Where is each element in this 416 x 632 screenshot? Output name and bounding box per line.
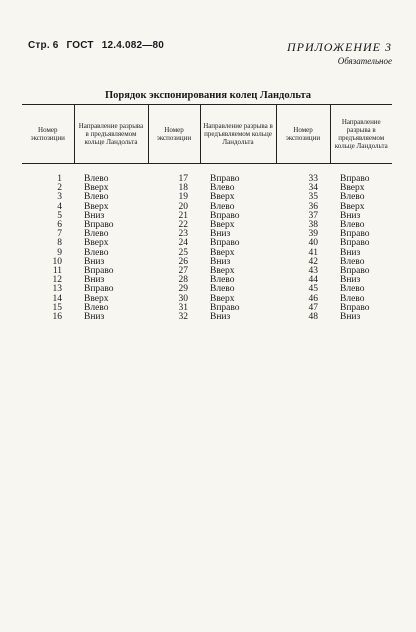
exposure-number-cell: 26: [178, 256, 188, 267]
gap-direction-cell: Вверх: [210, 293, 235, 304]
gap-direction-cell: Вверх: [210, 220, 235, 231]
table-row: [22, 249, 392, 258]
page-header: [28, 40, 169, 51]
gap-direction-cell: Вправо: [210, 210, 240, 221]
exposure-number-cell: 30: [178, 293, 188, 304]
exposure-number-cell: 28: [178, 275, 188, 286]
exposure-number-cell: 15: [52, 302, 62, 313]
table-row: [22, 230, 392, 239]
exposure-number-cell: 14: [52, 293, 62, 304]
exposure-number-cell: 37: [308, 210, 318, 221]
table-row: [22, 285, 392, 294]
gap-direction-cell: Вправо: [340, 174, 370, 184]
exposure-number-cell: 41: [308, 247, 318, 258]
table-row: [22, 203, 392, 212]
gap-direction-cell: Вправо: [84, 266, 114, 277]
gap-direction-cell: Вверх: [84, 293, 109, 304]
exposure-number-cell: 48: [308, 312, 318, 323]
exposure-number-cell: 31: [178, 302, 188, 313]
exposure-table: [22, 104, 392, 322]
exposure-number-cell: 29: [178, 284, 188, 295]
table-body: [22, 164, 392, 323]
exposure-number-cell: 12: [52, 275, 62, 286]
exposure-table-container: [22, 104, 392, 322]
exposure-number-cell: 20: [178, 201, 188, 212]
gap-direction-cell: Вправо: [210, 302, 240, 313]
gap-direction-cell: Вниз: [340, 247, 361, 258]
gap-direction-cell: Вниз: [210, 256, 231, 267]
table-title: Порядок экспонирования колец Ландольта: [104, 90, 312, 101]
exposure-number-cell: 44: [308, 275, 318, 286]
exposure-number-cell: 18: [178, 183, 188, 194]
exposure-number-cell: 3: [57, 192, 62, 203]
exposure-number-cell: 47: [308, 302, 318, 313]
gap-direction-cell: Влево: [84, 192, 109, 203]
gap-direction-cell: Влево: [340, 220, 365, 231]
column-header: Номер экспозиции: [22, 105, 74, 164]
gap-direction-cell: Влево: [210, 284, 235, 295]
gap-direction-cell: Вправо: [340, 229, 370, 240]
table-row: [22, 276, 392, 285]
gap-direction-cell: Влево: [84, 229, 109, 240]
exposure-number-cell: 38: [308, 220, 318, 231]
appendix-subtitle: Обязательное: [337, 56, 392, 66]
gap-direction-cell: Вправо: [210, 238, 240, 249]
column-header: Направление разрыва в предъявляемом кольце Ландольта: [200, 105, 276, 164]
gap-direction-cell: Вверх: [210, 192, 235, 203]
exposure-number-cell: 46: [308, 293, 318, 304]
gap-direction-cell: Влево: [340, 284, 365, 295]
exposure-number-cell: 40: [308, 238, 318, 249]
exposure-number-cell: 21: [178, 210, 188, 221]
column-header: Номер экспозиции: [276, 105, 330, 164]
appendix-title: ПРИЛОЖЕНИЕ 3: [287, 40, 392, 54]
exposure-number-cell: 13: [52, 284, 62, 295]
gap-direction-cell: Вверх: [340, 183, 365, 194]
table-row: [22, 267, 392, 276]
standard-label: ГОСТ: [66, 40, 94, 51]
gap-direction-cell: Вниз: [84, 256, 105, 267]
exposure-number-cell: 16: [52, 312, 62, 323]
table-spacer-row: [22, 164, 392, 176]
exposure-number-cell: 9: [57, 247, 62, 258]
gap-direction-cell: Влево: [84, 302, 109, 313]
exposure-number-cell: 17: [178, 174, 188, 184]
exposure-number-cell: 36: [308, 201, 318, 212]
gap-direction-cell: Вниз: [340, 210, 361, 221]
table-header-row: [22, 105, 392, 164]
gap-direction-cell: Вправо: [84, 284, 114, 295]
exposure-number-cell: 4: [57, 201, 62, 212]
exposure-number-cell: 32: [178, 312, 188, 323]
gap-direction-cell: Влево: [210, 275, 235, 286]
gap-direction-cell: Вниз: [210, 229, 231, 240]
gap-direction-cell: Вверх: [84, 201, 109, 212]
table-row: [22, 221, 392, 230]
gap-direction-cell: Вниз: [84, 275, 105, 286]
exposure-number-cell: 5: [57, 210, 62, 221]
table-row: [22, 258, 392, 267]
exposure-number-cell: 33: [308, 174, 318, 184]
table-row: [22, 193, 392, 202]
exposure-number-cell: 19: [178, 192, 188, 203]
gap-direction-cell: Вверх: [84, 183, 109, 194]
column-header: Направление разрыва в предъявляемом кольце Ландольта: [74, 105, 148, 164]
table-row: [22, 304, 392, 313]
gap-direction-cell: Влево: [340, 256, 365, 267]
gap-direction-cell: Влево: [340, 293, 365, 304]
table-row: [22, 313, 392, 322]
gap-direction-cell: Влево: [210, 183, 235, 194]
column-header: Направление разрыва в предъявляемом кольце Ландольта: [330, 105, 392, 164]
gap-direction-cell: Вверх: [340, 201, 365, 212]
exposure-number-cell: 39: [308, 229, 318, 240]
table-row: [22, 295, 392, 304]
gap-direction-cell: Вправо: [84, 220, 114, 231]
table-row: [22, 184, 392, 193]
standard-number: 12.4.082—80: [101, 40, 164, 51]
exposure-number-cell: 42: [308, 256, 318, 267]
gap-direction-cell: Влево: [210, 201, 235, 212]
exposure-number-cell: 34: [308, 183, 318, 194]
table-row: [22, 212, 392, 221]
gap-direction-cell: Влево: [84, 174, 109, 184]
exposure-number-cell: 24: [178, 238, 188, 249]
gap-direction-cell: Вправо: [210, 174, 240, 184]
gap-direction-cell: Вверх: [210, 247, 235, 258]
gap-direction-cell: Вправо: [340, 266, 370, 277]
page-number: Стр. 6: [28, 40, 59, 51]
gap-direction-cell: Вниз: [340, 275, 361, 286]
exposure-number-cell: 2: [57, 183, 62, 194]
gap-direction-cell: Вниз: [84, 312, 105, 323]
gap-direction-cell: Влево: [84, 247, 109, 258]
gap-direction-cell: Вправо: [340, 302, 370, 313]
gap-direction-cell: Вправо: [340, 238, 370, 249]
gap-direction-cell: Вверх: [210, 266, 235, 277]
gap-direction-cell: Влево: [340, 192, 365, 203]
exposure-number-cell: 25: [178, 247, 188, 258]
exposure-number-cell: 1: [57, 174, 62, 184]
exposure-number-cell: 22: [178, 220, 188, 231]
exposure-number-cell: 6: [57, 220, 62, 231]
exposure-number-cell: 7: [57, 229, 62, 240]
table-row: [22, 175, 392, 184]
gap-direction-cell: Вниз: [340, 312, 361, 323]
exposure-number-cell: 45: [308, 284, 318, 295]
exposure-number-cell: 43: [308, 266, 318, 277]
exposure-number-cell: 23: [178, 229, 188, 240]
gap-direction-cell: Вниз: [84, 210, 105, 221]
exposure-number-cell: 10: [52, 256, 62, 267]
column-header: Номер экспозиции: [148, 105, 200, 164]
gap-direction-cell: Вниз: [210, 312, 231, 323]
exposure-number-cell: 8: [57, 238, 62, 249]
exposure-number-cell: 35: [308, 192, 318, 203]
exposure-number-cell: 27: [178, 266, 188, 277]
exposure-number-cell: 11: [52, 266, 62, 277]
gap-direction-cell: Вверх: [84, 238, 109, 249]
table-row: [22, 239, 392, 248]
